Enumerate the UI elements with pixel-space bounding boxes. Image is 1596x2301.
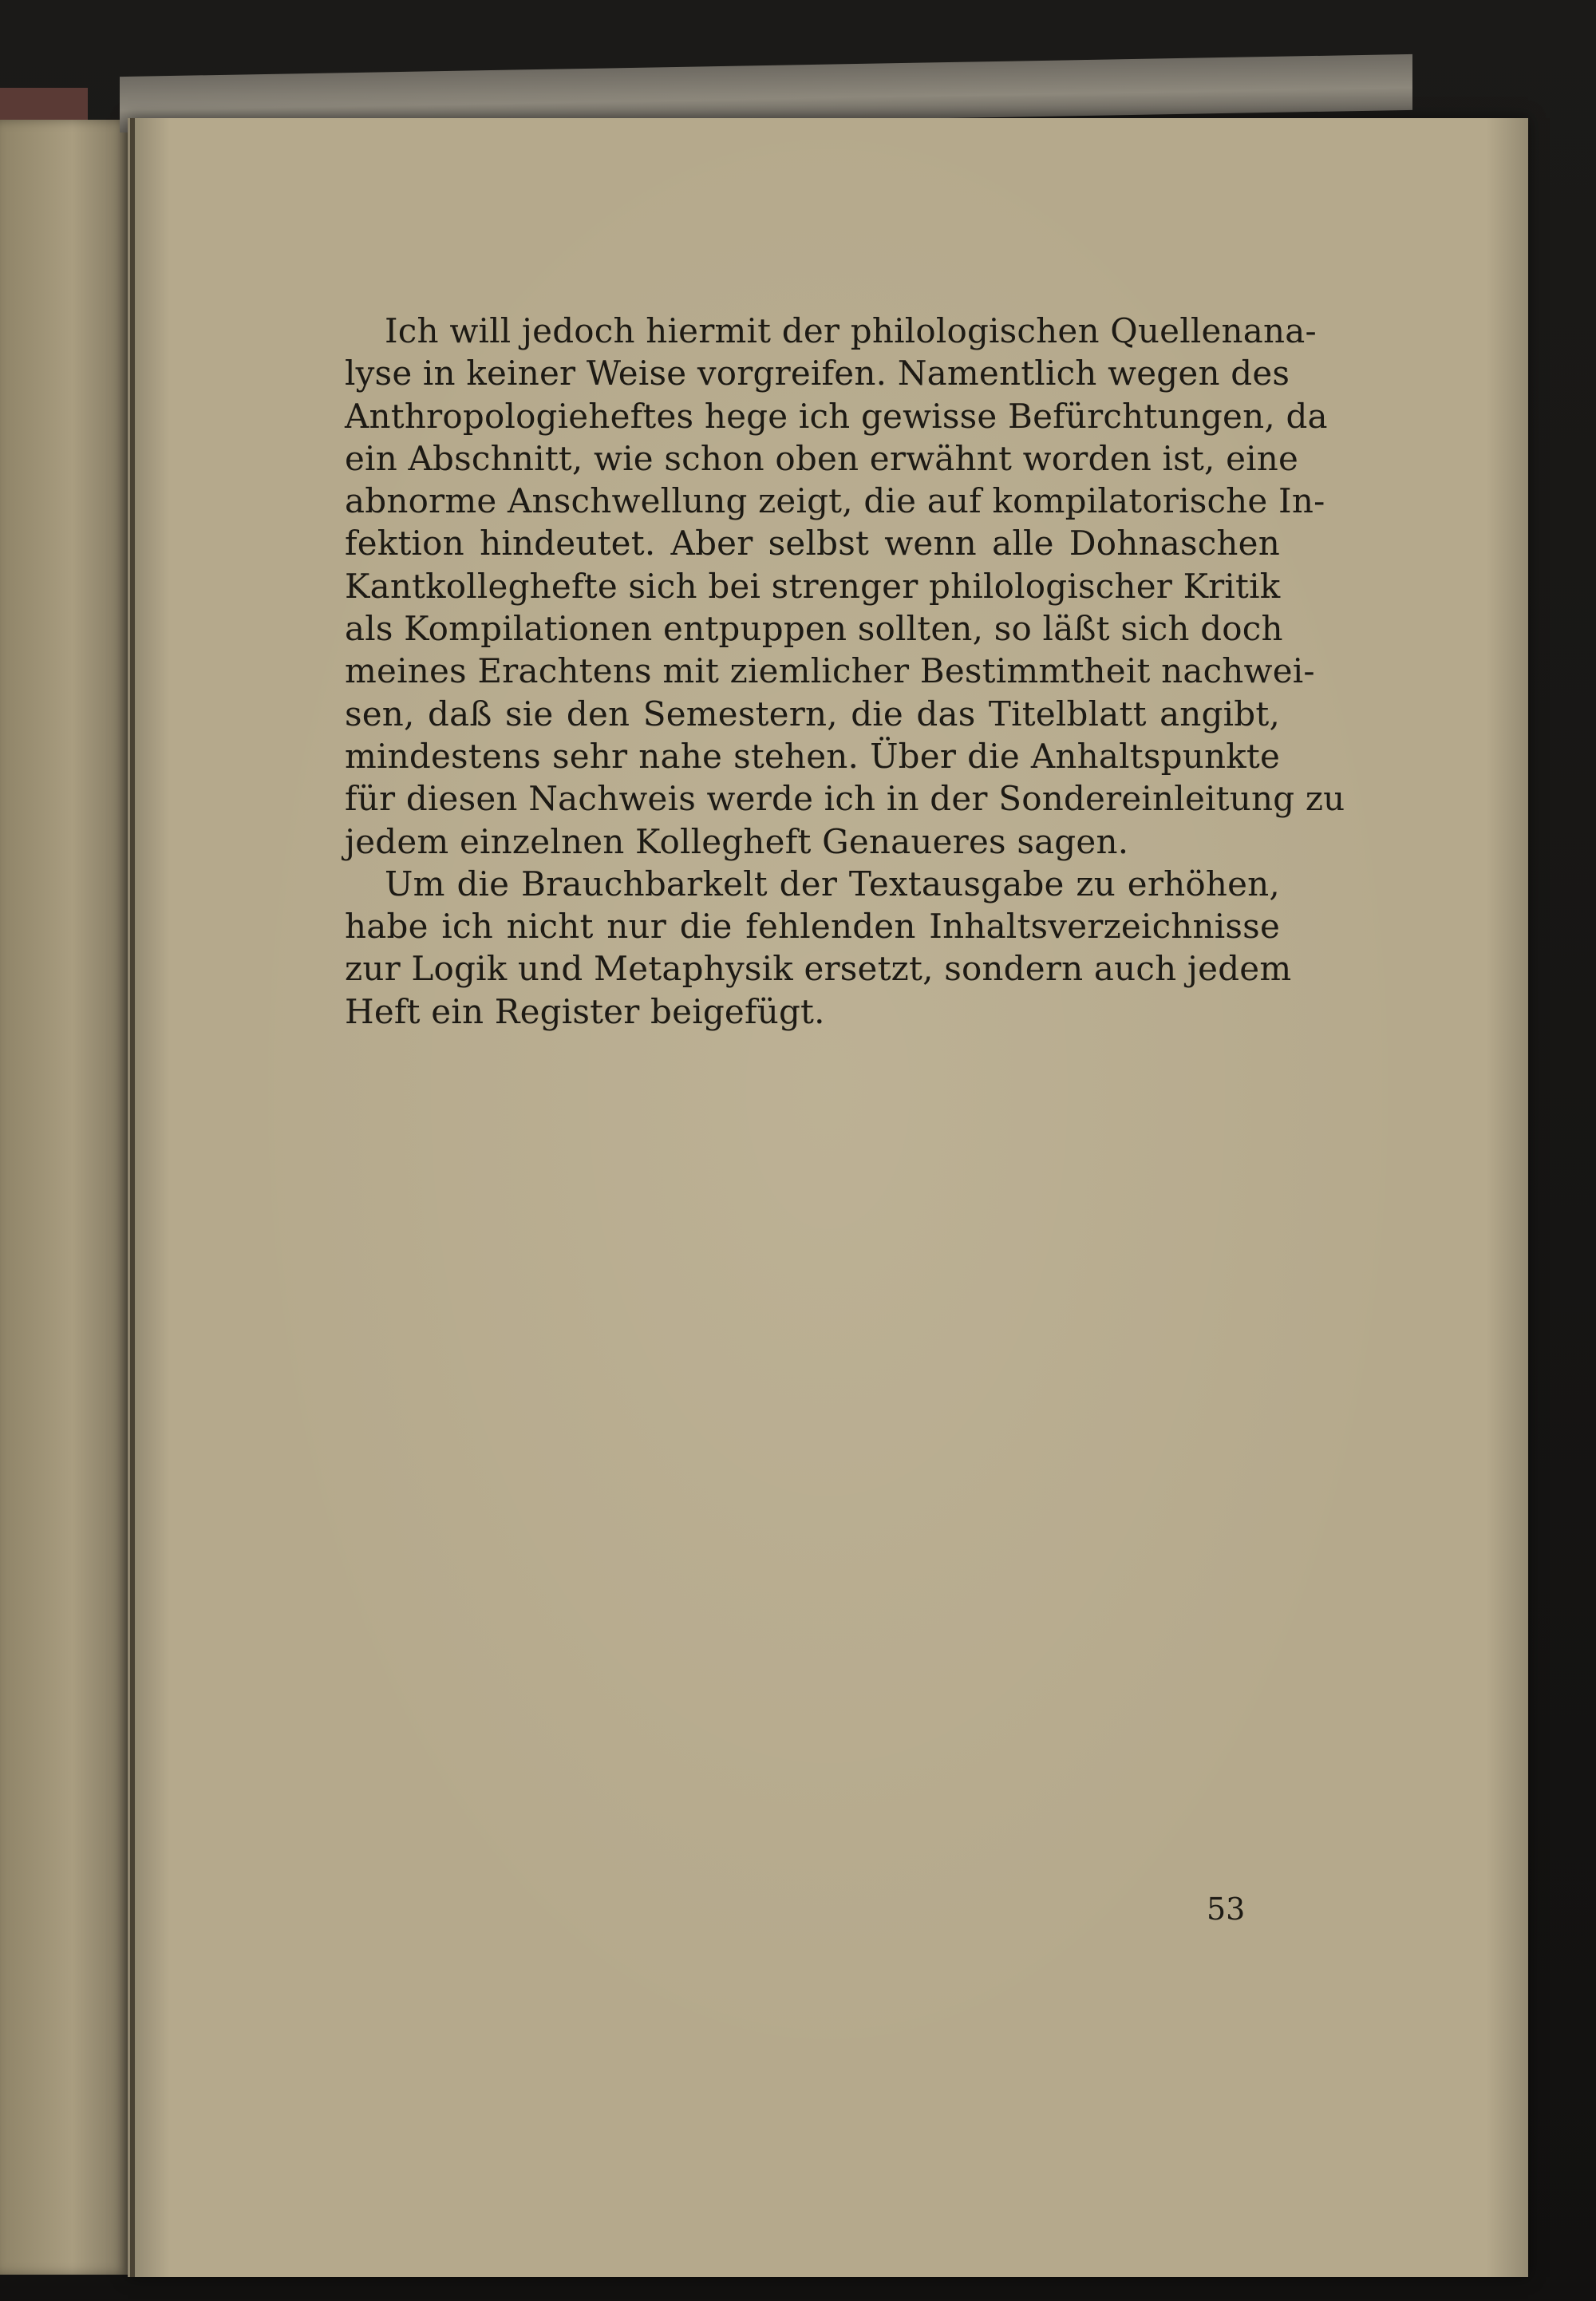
text-line: Heft ein Register beigefügt.: [345, 991, 825, 1031]
text-line: meines Erachtens mit ziemlicher Bestimmtheit nachwei-: [345, 651, 1315, 691]
page-number: 53: [1207, 1892, 1246, 1927]
paragraph-1: [345, 310, 1345, 863]
text-line: lyse in keiner Weise vorgreifen. Namentlich wegen des: [345, 354, 1290, 393]
text-line: fektion hindeutet. Aber selbst wenn alle Dohnaschen: [345, 524, 1280, 563]
left-cover-edge: [0, 88, 88, 120]
text-line: zur Logik und Metaphysik ersetzt, sondern auch jedem: [345, 949, 1292, 989]
text-line: abnorme Anschwellung zeigt, die auf kompilatorische In-: [345, 481, 1325, 521]
text-line: ein Abschnitt, wie schon oben erwähnt worden ist, eine: [345, 438, 1299, 478]
text-line: jedem einzelnen Kollegheft Genaueres sagen.: [345, 821, 1129, 861]
text-line: habe ich nicht nur die fehlenden Inhaltsverzeichnisse: [345, 907, 1280, 947]
text-line: als Kompilationen entpuppen sollten, so läßt sich doch: [345, 609, 1283, 649]
text-line: Anthropologieheftes hege ich gewisse Befürchtungen, da: [345, 396, 1328, 436]
gutter-line: [130, 118, 135, 2277]
text-line: Um die Brauchbarkelt der Textausgabe zu erhöhen,: [385, 864, 1280, 903]
text-line: sen, daß sie den Semestern, die das Titelblatt angibt,: [345, 694, 1280, 733]
text-line: für diesen Nachweis werde ich in der Sondereinleitung zu: [345, 779, 1345, 819]
text-line: mindestens sehr nahe stehen. Über die Anhaltspunkte: [345, 736, 1280, 776]
left-page-edge: [0, 120, 132, 2275]
paragraph-2: [345, 863, 1292, 1033]
text-line: Ich will jedoch hiermit der philologischen Quellenana-: [385, 311, 1317, 350]
text-line: Kantkolleghefte sich bei strenger philologischer Kritik: [345, 566, 1281, 606]
body-text: [345, 310, 1345, 1033]
